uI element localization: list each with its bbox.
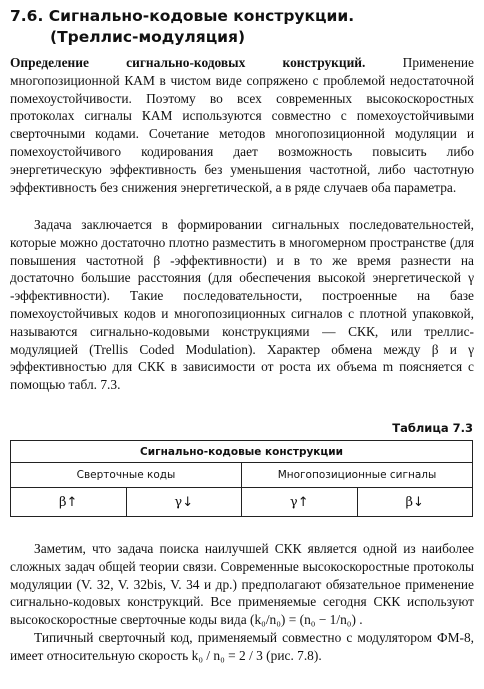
- tcm-table: [10, 440, 473, 517]
- paragraph-typical-code: Типичный сверточный код, применяемый совместно с модулятором ФМ-8, имеет относительную скорость k₀ / n₀ = 2 / 3 (рис. 7.8).: [10, 630, 474, 663]
- table-cell: [357, 488, 473, 517]
- table-header: Сигнально-кодовые конструкции: [11, 441, 473, 463]
- efficiency-symbol: γ: [174, 494, 183, 510]
- paragraph-definition: [10, 54, 474, 196]
- table-group-convolutional: Сверточные коды: [11, 463, 242, 488]
- table-cell: [242, 488, 358, 517]
- section-title-line1: Сигнально-кодовые конструкции.: [48, 7, 355, 25]
- section-title-line2: (Треллис-модуляция): [50, 28, 246, 46]
- section-number: 7.6.: [10, 7, 44, 25]
- arrow-up-icon: ↑: [66, 494, 78, 510]
- paragraph-definition-text: Применение многопозиционной КАМ в чистом виде сопряжено с проблемой недостаточной помехоустойчивости. Поэтому во всех современных высокоскоростных протоколах сигналы КАМ используются совместно с помехоустойчивыми сверточными кодами. Сочетание методов многопозиционной модуляции и помехоустойчивого кодирования дает возможность повысить либо энергетическую эффективность без уменьшения частотной, либо частотную эффективность без снижения энергетической, а в ряде случаев оба параметра.: [10, 55, 474, 195]
- efficiency-symbol: β: [405, 494, 414, 510]
- table-group-multilevel: Многопозиционные сигналы: [242, 463, 473, 488]
- efficiency-symbol: β: [59, 494, 67, 510]
- table-cell: [11, 488, 127, 517]
- section-heading: [10, 6, 470, 48]
- table-caption: Таблица 7.3: [392, 421, 473, 435]
- arrow-up-icon: ↑: [297, 494, 309, 510]
- paragraph-task: Задача заключается в формировании сигнальных последовательностей, которые можно достаточно плотно разместить в многомерном пространстве (для повышения частотной β -эффективности) и в то же время разнести на достаточно большие расстояния (для обеспечения высокой энергетической γ -эффективности). Такие последовательности, построенные на базе помехоустойчивых кодов и многопозиционных сигналов с плотной упаковкой, называются сигнально-кодовыми конструкциями — СКК, или треллис-модуляцией (Trellis Coded Modulation). Характер обмена между β и γ эффективностью для СКК в зависимости от роста их объема m поясняется с помощью табл. 7.3.: [10, 217, 474, 393]
- paragraph-remark: Заметим, что задача поиска наилучшей СКК является одной из наиболее сложных задач общей теории связи. Современные высокоскоростные протоколы модуляции (V. 32, V. 32bis, V. 34 и др.) предполагают обязательное применение сигнально-кодовых конструкций. Все применяемые сегодня СКК используют высокоскоростные сверточные коды вида (k₀/n₀) = (n₀ − 1/n₀) .: [10, 541, 474, 628]
- runin-heading: Определение сигнально-кодовых конструкций.: [10, 55, 366, 70]
- table-cell: [126, 488, 242, 517]
- efficiency-symbol: γ: [289, 494, 298, 510]
- arrow-down-icon: ↓: [182, 494, 194, 510]
- arrow-down-icon: ↓: [413, 494, 424, 510]
